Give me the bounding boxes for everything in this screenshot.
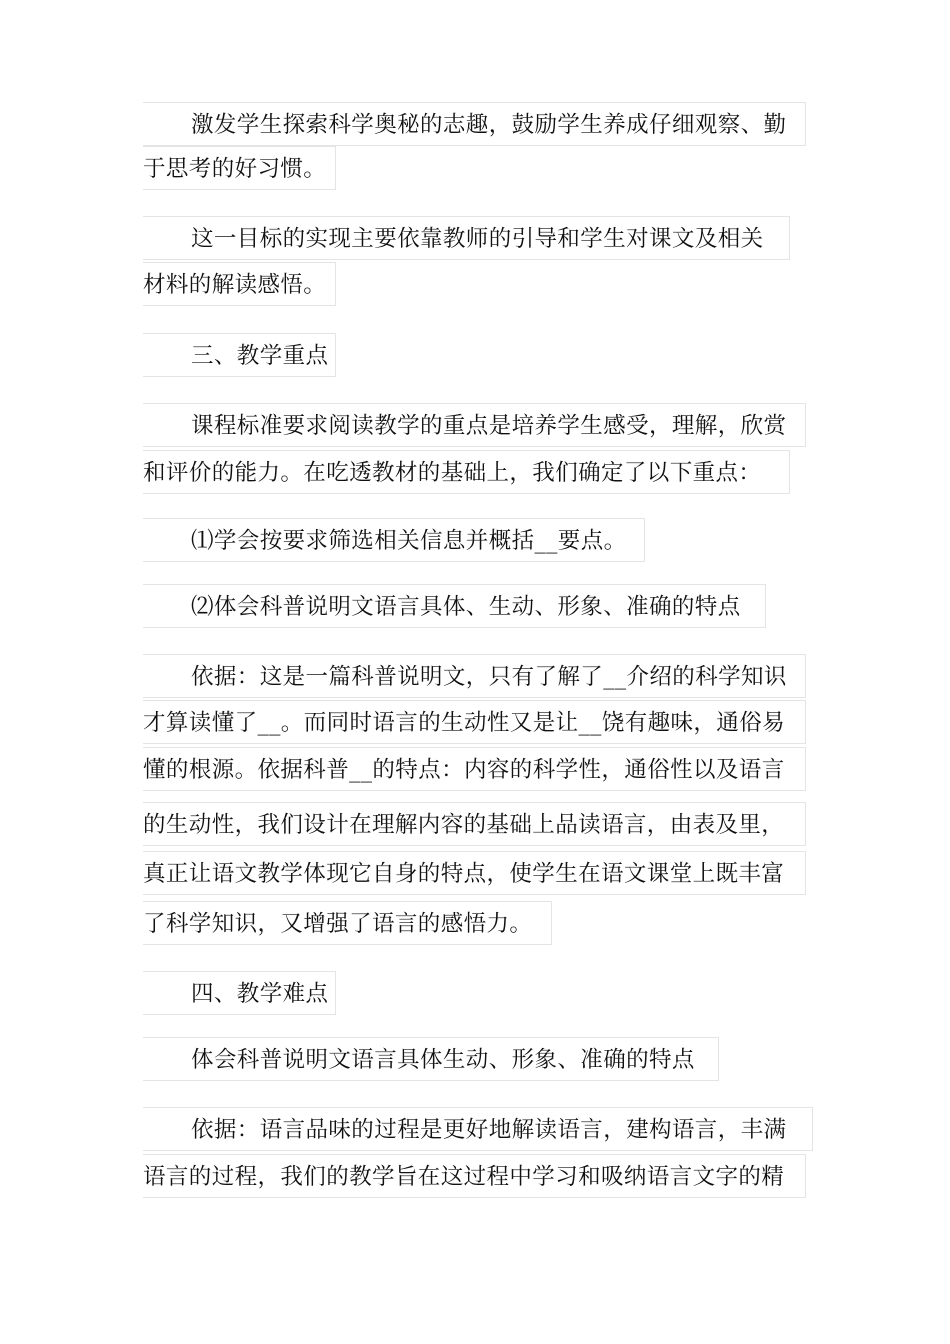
text-line: 依据：这是一篇科普说明文，只有了解了__介绍的科学知识 [143,654,806,698]
text-line: 依据：语言品味的过程是更好地解读语言，建构语言，丰满 [143,1107,813,1151]
section-heading: 三、教学重点 [143,333,336,377]
list-item: ⑴学会按要求筛选相关信息并概括__要点。 [143,518,645,562]
text-line: 于思考的好习惯。 [143,146,336,190]
text-line: 懂的根源。依据科普__的特点：内容的科学性，通俗性以及语言 [143,747,806,791]
list-item: ⑵体会科普说明文语言具体、生动、形象、准确的特点 [143,584,766,628]
text-line: 体会科普说明文语言具体生动、形象、准确的特点 [143,1037,719,1081]
text-line: 才算读懂了__。而同时语言的生动性又是让__饶有趣味，通俗易 [143,700,806,744]
text-line: 语言的过程，我们的教学旨在这过程中学习和吸纳语言文字的精 [143,1154,806,1198]
text-line: 激发学生探索科学奥秘的志趣，鼓励学生养成仔细观察、勤 [143,102,806,146]
text-line: 真正让语文教学体现它自身的特点，使学生在语文课堂上既丰富 [143,851,806,895]
text-line: 的生动性，我们设计在理解内容的基础上品读语言，由表及里， [143,802,806,846]
text-line: 了科学知识，又增强了语言的感悟力。 [143,901,552,945]
text-line: 材料的解读感悟。 [143,262,336,306]
text-line: 课程标准要求阅读教学的重点是培养学生感受，理解，欣赏 [143,403,806,447]
section-heading: 四、教学难点 [143,971,336,1015]
text-line: 和评价的能力。在吃透教材的基础上，我们确定了以下重点： [143,450,790,494]
text-line: 这一目标的实现主要依靠教师的引导和学生对课文及相关 [143,216,790,260]
